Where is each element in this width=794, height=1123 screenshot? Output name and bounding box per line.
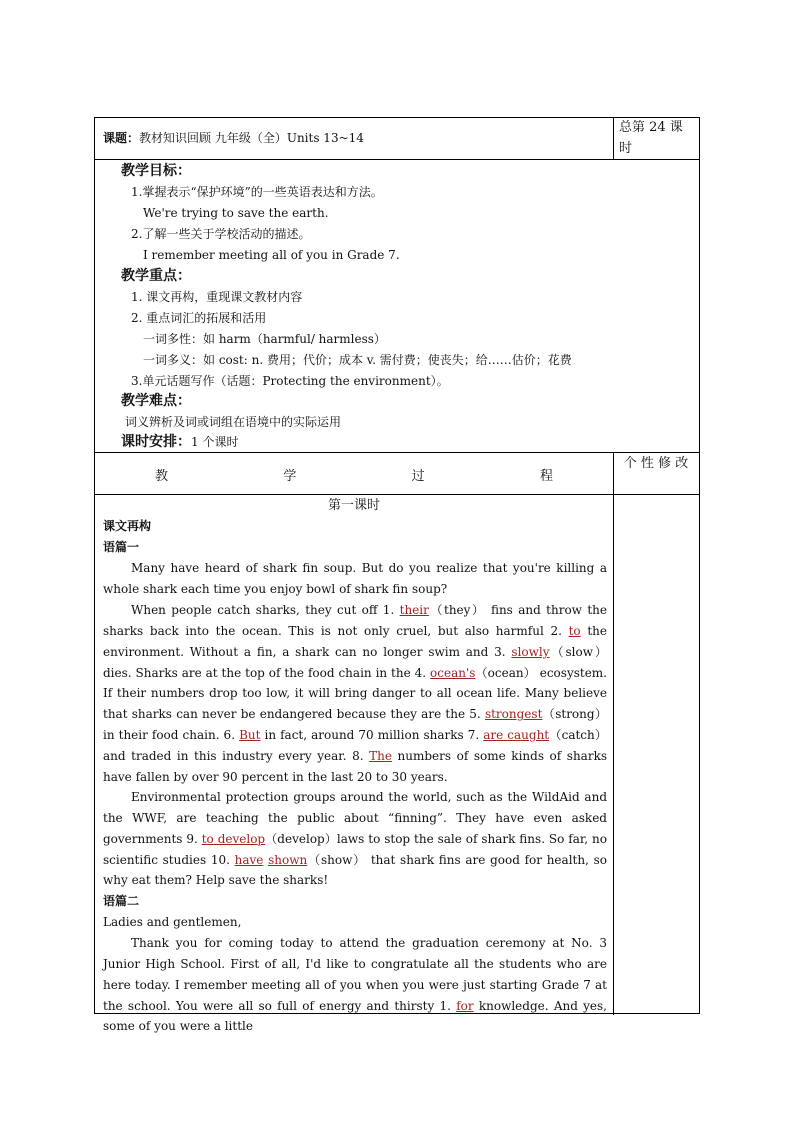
process-heading (95, 454, 613, 494)
answer-blank: to develop (201, 831, 266, 846)
heading-char: 学 (283, 468, 297, 484)
row-divider (95, 159, 699, 160)
topic-label: 课题： (103, 131, 140, 145)
answer-blank: The (369, 748, 392, 763)
passage1-paragraph2: When people catch sharks, they cut off 1. their（they） fins and throw the sharks back into the ocean. This is not only cruel, but also harmful 2. to the environment. Without a fin, a shark can no longer swim and 3. slowly（slow） dies. Sharks are at the top of the food chain in the 4. ocean's（ocean） ecosystem. If their numbers drop too low, it will bring danger to all ocean life. Many believe that sharks can never be endangered because they are the 5. strongest（strong） in their food chain. 6. But in fact, around 70 million sharks 7. are caught（catch）and traded in this industry every year. 8. The numbers of some kinds of sharks have fallen by over 90 percent in the last 20 to 30 years. (103, 603, 607, 784)
col-divider (613, 118, 614, 159)
key-point-item: 一词多义：如 cost: n. 费用；代价；成本 v. 需付费；使丧失；给……估价；花费 (143, 353, 572, 367)
passage1-paragraph3: Environmental protection groups around the world, such as the WildAid and the WWF, are teaching the public about “finning”. They have even asked governments 9. to develop（develop）laws to stop the sale of shark fins. So far, no scientific studies 10. have shown（show） that shark fins are good for health, so why eat them? Help save the sharks! (103, 790, 607, 888)
passage2-title: 语篇二 (103, 894, 140, 908)
key-point-item: 1. 课文再构，重现课文教材内容 (131, 290, 303, 304)
key-point-item: 一词多性：如 harm（harmful/ harmless） (143, 332, 386, 346)
key-points-title: 教学重点： (121, 268, 191, 284)
lesson-count: 总第 24 课时 (619, 120, 683, 156)
key-point-item: 2. 重点词汇的拓展和活用 (131, 311, 267, 325)
section-title: 第一课时 (327, 498, 380, 513)
answer-blank: are caught (483, 728, 550, 743)
heading-char: 教 (155, 468, 169, 484)
heading-char: 过 (411, 468, 425, 484)
answer-blank: But (239, 728, 261, 743)
passage2-greeting: Ladies and gentlemen, (103, 915, 242, 929)
lesson-plan-table (94, 117, 700, 1034)
passage1-paragraph1: Many have heard of shark fin soup. But do you realize that you're killing a whole shark each time you enjoy bowl of shark fin soup? (103, 561, 607, 596)
answer-blank: their (399, 603, 429, 617)
personal-revision-heading: 个 性 修 改 (623, 456, 689, 471)
answer-blank: have (234, 852, 264, 867)
col-divider (613, 452, 614, 1015)
topic-value: 教材知识回顾 九年级（全）Units 13~14 (139, 131, 364, 145)
schedule-title: 课时安排： (121, 434, 191, 450)
passage2-paragraph1: Thank you for coming today to attend the graduation ceremony at No. 3 Junior High School. First of all, I'd like to congratulate all the students who are here today. I remember meeting all of you when you were just starting Grade 7 at the school. You were all so full of energy and thirsty 1. for knowledge. And yes, some of you were a little (103, 936, 607, 1034)
objective-item: We're trying to save the earth. (143, 206, 329, 220)
topic-line (103, 128, 364, 149)
subsection-title: 课文再构 (103, 519, 152, 533)
answer-blank: slowly (511, 644, 550, 659)
difficulties-title: 教学难点： (121, 393, 191, 409)
difficulties-text: 词义辨析及词或词组在语境中的实际运用 (125, 415, 342, 429)
objective-item: I remember meeting all of you in Grade 7. (143, 248, 400, 262)
answer-blank: for (456, 998, 474, 1013)
answer-blank: to (568, 623, 581, 638)
objectives-title: 教学目标： (121, 163, 191, 179)
schedule-text: 1 个课时 (191, 435, 239, 449)
answer-blank: shown (268, 852, 308, 867)
answer-blank: ocean's (430, 665, 476, 680)
objective-item: 1.掌握表示“保护环境”的一些英语表达和方法。 (131, 185, 383, 199)
schedule-line (121, 432, 238, 453)
row-divider (95, 494, 699, 495)
passage1-title: 语篇一 (103, 540, 140, 554)
answer-blank: strongest (484, 707, 543, 722)
key-point-item: 3.单元话题写作（话题：Protecting the environment）。 (131, 374, 449, 388)
heading-char: 程 (539, 468, 553, 484)
objective-item: 2.了解一些关于学校活动的描述。 (131, 227, 311, 241)
